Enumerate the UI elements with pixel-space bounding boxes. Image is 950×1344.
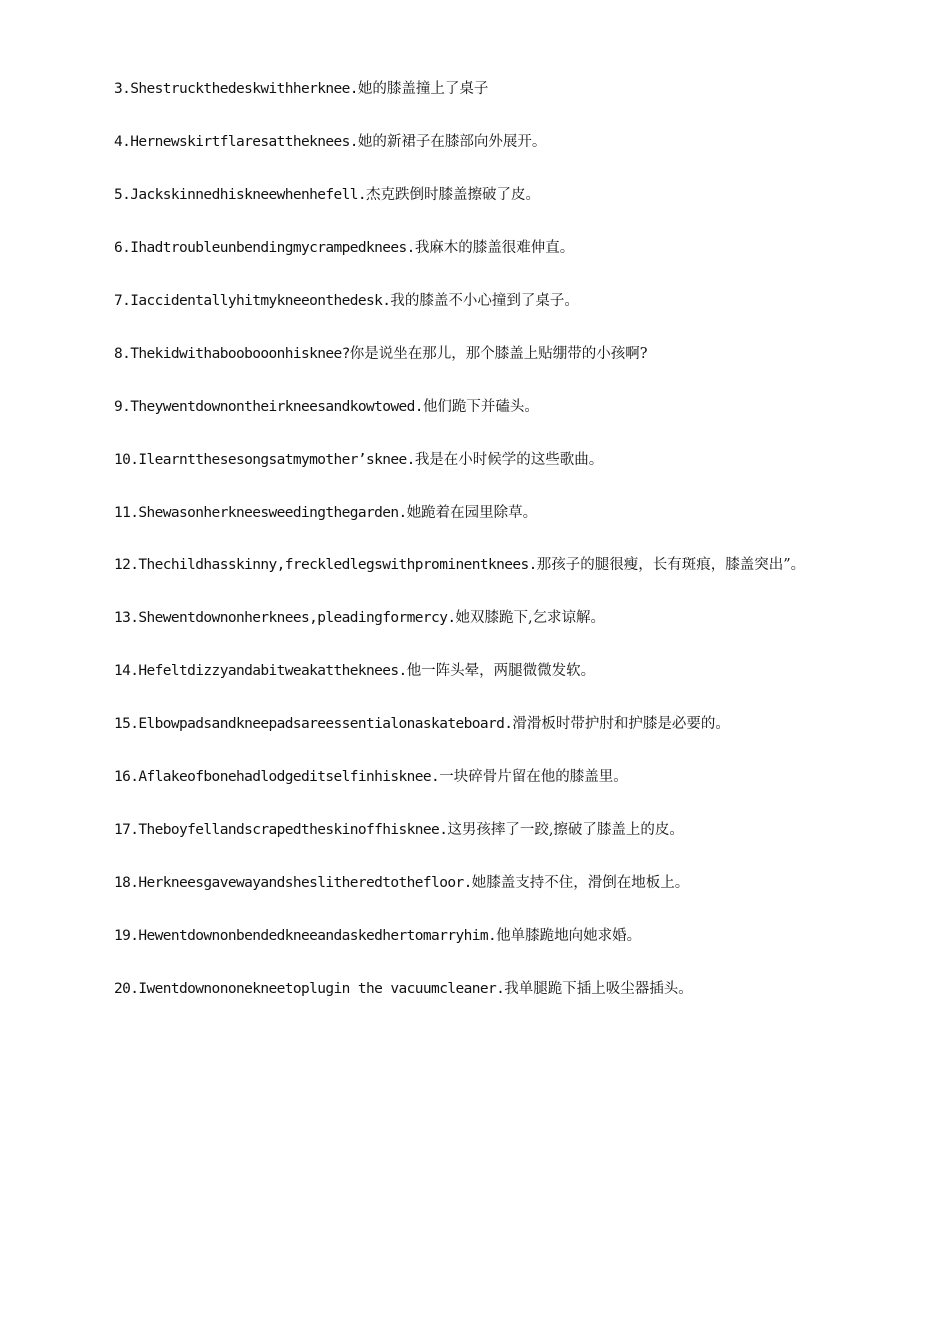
sentence-number: 10. — [114, 452, 139, 468]
sentence-chinese: 我的膝盖不小心撞到了桌子。 — [390, 293, 579, 309]
sentence-english: Theywentdownontheirkneesandkowtowed. — [130, 399, 423, 415]
sentence-english: Elbowpadsandkneepadsareessentialonaskateboard. — [138, 716, 513, 732]
sentence-number: 8. — [114, 346, 131, 362]
sentence-number: 16. — [114, 769, 139, 785]
sentence-english: Aflakeofbonehadlodgeditselfinhisknee. — [138, 769, 440, 785]
sentence-13 — [82, 607, 872, 629]
sentence-chinese: 一块碎骨片留在他的膝盖里。 — [439, 769, 628, 785]
sentence-english: Theboyfellandscrapedtheskinoffhisknee. — [138, 822, 448, 838]
sentence-english: Thechildhasskinny,freckledlegswithprominentknees. — [138, 557, 537, 573]
sentence-number: 5. — [114, 187, 131, 203]
sentence-12 — [82, 545, 872, 586]
sentence-number: 12. — [114, 557, 139, 573]
sentence-english: Hewentdownonbendedkneeandaskedhertomarryhim. — [138, 928, 497, 944]
sentence-english: Hernewskirtflaresattheknees. — [130, 134, 358, 150]
sentence-chinese: 他们跪下并磕头。 — [422, 399, 539, 415]
sentence-number: 4. — [114, 134, 131, 150]
sentence-chinese: 她的膝盖撞上了桌子 — [357, 81, 489, 97]
sentence-english: Shewasonherkneesweedingthegarden. — [138, 505, 407, 521]
sentence-english: Ihadtroubleunbendingmycrampedknees. — [130, 240, 415, 256]
sentence-chinese: 他单膝跪地向她求婚。 — [496, 928, 642, 944]
sentence-chinese: 他一阵头晕，两腿微微发软。 — [406, 663, 596, 679]
sentence-20 — [82, 978, 872, 1000]
sentence-10 — [82, 449, 872, 471]
sentence-chinese: 那孩子的腿很瘦，长有斑痕，膝盖突出”。 — [536, 557, 806, 573]
sentence-number: 20. — [114, 981, 139, 997]
sentence-chinese: 她跪着在园里除草。 — [406, 505, 538, 521]
sentence-number: 19. — [114, 928, 139, 944]
sentence-english: Herkneesgavewayandsheslitheredtothefloor. — [138, 875, 472, 891]
sentence-6 — [82, 237, 872, 259]
sentence-chinese: 杰克跌倒时膝盖擦破了皮。 — [366, 187, 541, 203]
sentence-5 — [82, 184, 872, 206]
sentence-8 — [82, 343, 872, 365]
sentence-chinese: 这男孩摔了一跤,擦破了膝盖上的皮。 — [447, 822, 684, 838]
sentence-7 — [82, 290, 872, 312]
sentence-4 — [82, 131, 872, 153]
sentence-chinese: 我是在小时候学的这些歌曲。 — [414, 452, 604, 468]
sentence-17 — [82, 819, 872, 841]
sentence-chinese: 她双膝跪下,乞求谅解。 — [455, 610, 606, 626]
sentence-number: 14. — [114, 663, 139, 679]
sentence-16 — [82, 766, 872, 788]
sentence-number: 18. — [114, 875, 139, 891]
sentence-chinese: 你是说坐在那儿，那个膝盖上贴绷带的小孩啊? — [349, 346, 648, 362]
sentence-english: Shewentdownonherknees,pleadingformercy. — [138, 610, 456, 626]
sentence-list — [82, 78, 872, 1031]
sentence-chinese: 我单腿跪下插上吸尘器插头。 — [504, 981, 693, 997]
sentence-number: 17. — [114, 822, 139, 838]
sentence-11 — [82, 502, 872, 524]
sentence-18 — [82, 872, 872, 894]
sentence-english: Shestruckthedeskwithherknee. — [130, 81, 358, 97]
sentence-3 — [82, 78, 872, 100]
sentence-chinese: 她的新裙子在膝部向外展开。 — [357, 134, 547, 150]
sentence-english: Ilearntthesesongsatmymother’sknee. — [138, 452, 415, 468]
sentence-9 — [82, 396, 872, 418]
sentence-number: 6. — [114, 240, 131, 256]
sentence-14 — [82, 660, 872, 682]
sentence-english: Hefeltdizzyandabitweakattheknees. — [138, 663, 407, 679]
sentence-english: Iaccidentallyhitmykneeonthedesk. — [130, 293, 391, 309]
sentence-chinese: 滑滑板时带护肘和护膝是必要的。 — [512, 716, 730, 732]
sentence-number: 7. — [114, 293, 131, 309]
sentence-15 — [82, 713, 872, 735]
sentence-english: Thekidwithaboobooonhisknee? — [130, 346, 350, 362]
sentence-chinese: 她膝盖支持不住，滑倒在地板上。 — [471, 875, 690, 891]
sentence-number: 3. — [114, 81, 131, 97]
sentence-chinese: 我麻木的膝盖很难伸直。 — [414, 240, 575, 256]
sentence-english: Jackskinnedhiskneewhenhefell. — [130, 187, 367, 203]
sentence-number: 13. — [114, 610, 139, 626]
sentence-number: 9. — [114, 399, 131, 415]
sentence-english: Iwentdownononekneetoplugin the vacuumcleaner. — [138, 981, 505, 997]
sentence-19 — [82, 925, 872, 947]
sentence-number: 15. — [114, 716, 139, 732]
sentence-number: 11. — [114, 505, 139, 521]
